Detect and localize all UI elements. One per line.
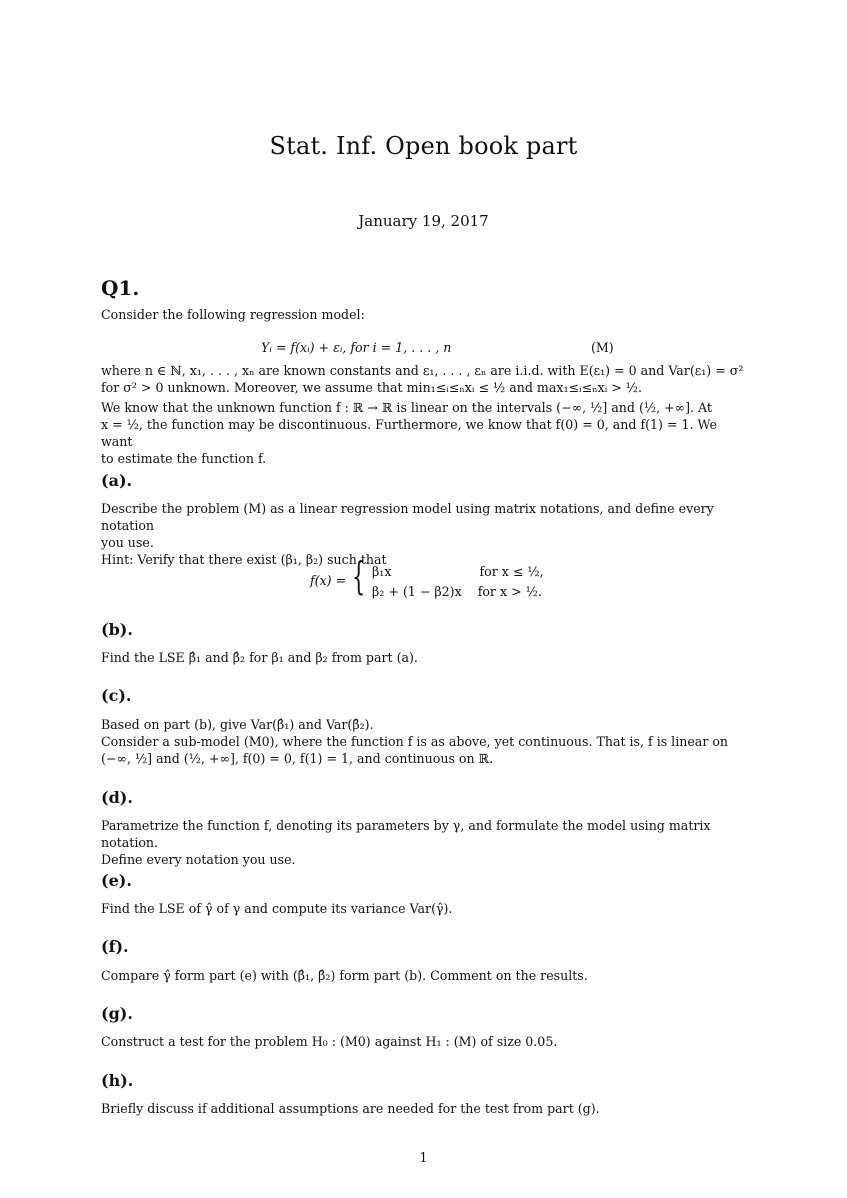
text-line: where n ∈ ℕ, x₁, . . . , xₙ are known constants and ε₁, . . . , εₙ are i.i.d. with E(ε₁) = 0 and Var(ε₁) = σ²: [101, 363, 744, 378]
part-b-heading: (b).: [101, 620, 133, 639]
text-line: Describe the problem (M) as a linear regression model using matrix notations, and define every notation: [101, 501, 714, 533]
text-line: Hint: Verify that there exist (β₁, β₂) such that: [101, 552, 387, 567]
part-c-text: [101, 716, 749, 767]
left-brace-icon: {: [352, 554, 366, 598]
text-line: you use.: [101, 535, 154, 550]
model-equation: Yᵢ = f(xᵢ) + εᵢ, for i = 1, . . . , n: [261, 340, 452, 355]
part-d-text: [101, 817, 749, 868]
page-number: 1: [419, 1150, 428, 1165]
part-h-heading: (h).: [101, 1071, 134, 1090]
part-f-text: Compare γ̂ form part (e) with (β̂₁, β̂₂) form part (b). Comment on the results.: [101, 968, 588, 983]
text-line: Define every notation you use.: [101, 852, 296, 867]
equation-tag: (M): [591, 340, 614, 355]
text-line: x = ½, the function may be discontinuous. Furthermore, we know that f(0) = 0, and f(1) = 1. We want: [101, 417, 717, 449]
part-a-heading: (a).: [101, 471, 133, 490]
question-heading: Q1.: [101, 276, 140, 300]
part-d-heading: (d).: [101, 788, 133, 807]
piecewise-case-2: β₂ + (1 − β2)x for x > ½.: [372, 584, 542, 599]
question-intro: Consider the following regression model:: [101, 307, 365, 322]
text-line: for σ² > 0 unknown. Moreover, we assume that min₁≤ᵢ≤ₙxᵢ ≤ ½ and max₁≤ᵢ≤ₙxᵢ > ½.: [101, 380, 642, 395]
part-h-text: Briefly discuss if additional assumptions are needed for the test from part (g).: [101, 1101, 600, 1116]
part-e-text: Find the LSE of γ̂ of γ and compute its variance Var(γ̂).: [101, 901, 453, 916]
text-line: Parametrize the function f, denoting its parameters by γ, and formulate the model using matrix notation.: [101, 818, 711, 850]
text-line: Consider a sub-model (M0), where the function f is as above, yet continuous. That is, f is linear on: [101, 734, 729, 749]
question-paragraph-2: [101, 399, 749, 467]
part-c-heading: (c).: [101, 686, 132, 705]
text-line: Based on part (b), give Var(β̂₁) and Var(β̂₂).: [101, 717, 374, 732]
part-b-text: Find the LSE β̂₁ and β̂₂ for β₁ and β₂ from part (a).: [101, 650, 418, 665]
part-a-text: [101, 500, 749, 568]
part-g-heading: (g).: [101, 1004, 133, 1023]
text-line: We know that the unknown function f : ℝ → ℝ is linear on the intervals (−∞, ½] and (½, +∞]. At: [101, 400, 712, 415]
document-title: Stat. Inf. Open book part: [269, 132, 578, 160]
piecewise-function: [310, 554, 570, 604]
piecewise-lhs: f(x) =: [310, 573, 347, 588]
text-line: to estimate the function f.: [101, 451, 267, 466]
part-e-heading: (e).: [101, 871, 132, 890]
part-g-text: Construct a test for the problem H₀ : (M0) against H₁ : (M) of size 0.05.: [101, 1034, 558, 1049]
document-date: January 19, 2017: [358, 212, 489, 230]
piecewise-case-1: β₁x for x ≤ ½,: [372, 564, 544, 579]
part-f-heading: (f).: [101, 937, 129, 956]
question-paragraph-1: [101, 362, 749, 396]
text-line: (−∞, ½] and (½, +∞], f(0) = 0, f(1) = 1, and continuous on ℝ.: [101, 751, 494, 766]
